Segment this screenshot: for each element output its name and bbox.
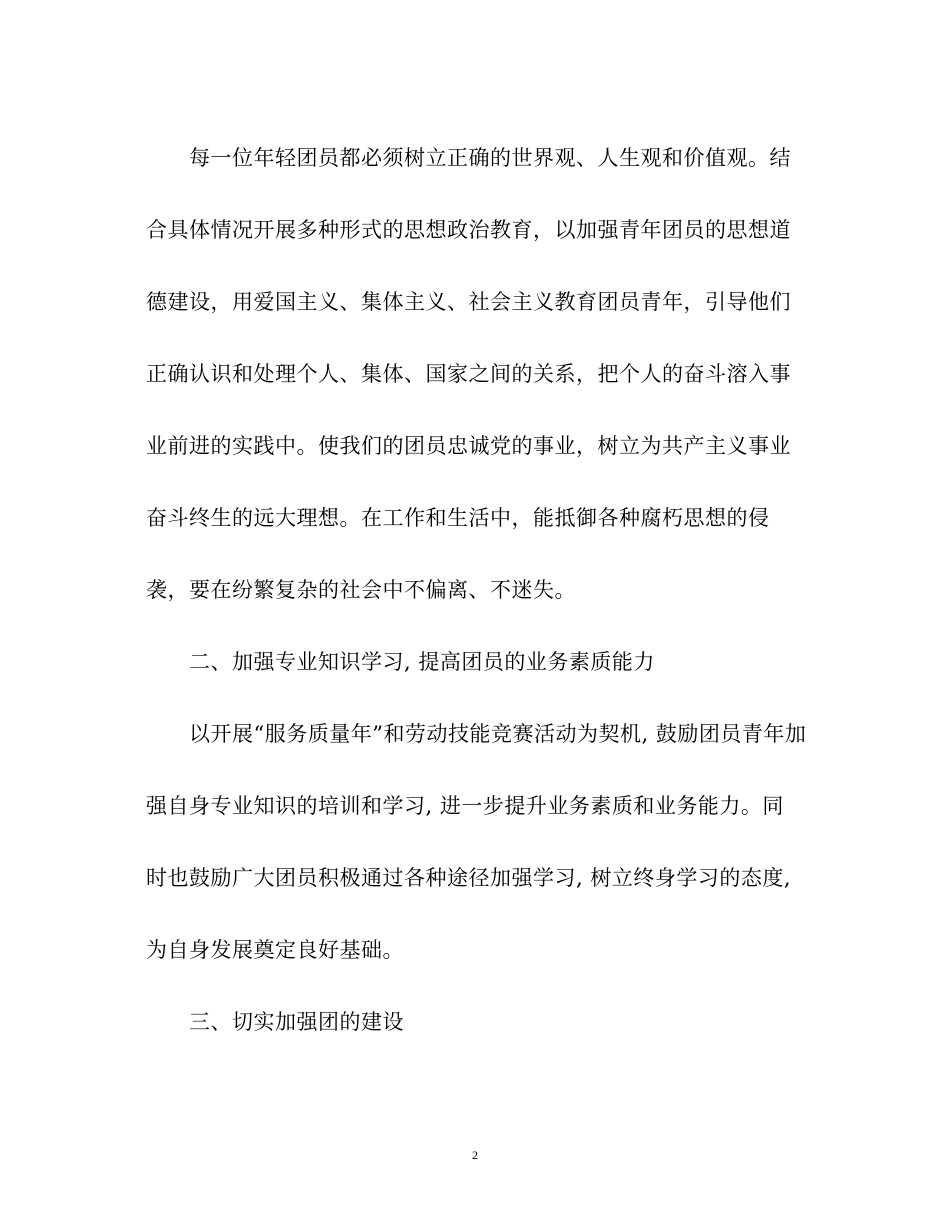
page-number: 2	[472, 1148, 478, 1162]
paragraph-line: 业前进的实践中。使我们的团员忠诚党的事业，树立为共产主义事业	[146, 434, 791, 458]
paragraph-line: 德建设，用爱国主义、集体主义、社会主义教育团员青年，引导他们	[146, 290, 791, 314]
paragraph-line: 时也鼓励广大团员积极通过各种途径加强学习, 树立终身学习的态度,	[146, 866, 792, 890]
section-heading: 三、切实加强团的建设	[189, 1010, 404, 1034]
paragraph-line: 袭，要在纷繁复杂的社会中不偏离、不迷失。	[146, 578, 576, 602]
body-text	[146, 134, 816, 1070]
section-heading: 二、加强专业知识学习, 提高团员的业务素质能力	[189, 650, 655, 674]
paragraph-line: 以开展“服务质量年”和劳动技能竞赛活动为契机, 鼓励团员青年加	[189, 722, 807, 746]
paragraph-line: 正确认识和处理个人、集体、国家之间的关系，把个人的奋斗溶入事	[146, 362, 791, 386]
paragraph-line: 每一位年轻团员都必须树立正确的世界观、人生观和价值观。结	[189, 146, 791, 170]
paragraph-line: 为自身发展奠定良好基础。	[146, 938, 404, 962]
paragraph-line: 合具体情况开展多种形式的思想政治教育，以加强青年团员的思想道	[146, 218, 791, 242]
paragraph-line: 强自身专业知识的培训和学习, 进一步提升业务素质和业务能力。同	[146, 794, 784, 818]
paragraph-line: 奋斗终生的远大理想。在工作和生活中，能抵御各种腐朽思想的侵	[146, 506, 770, 530]
